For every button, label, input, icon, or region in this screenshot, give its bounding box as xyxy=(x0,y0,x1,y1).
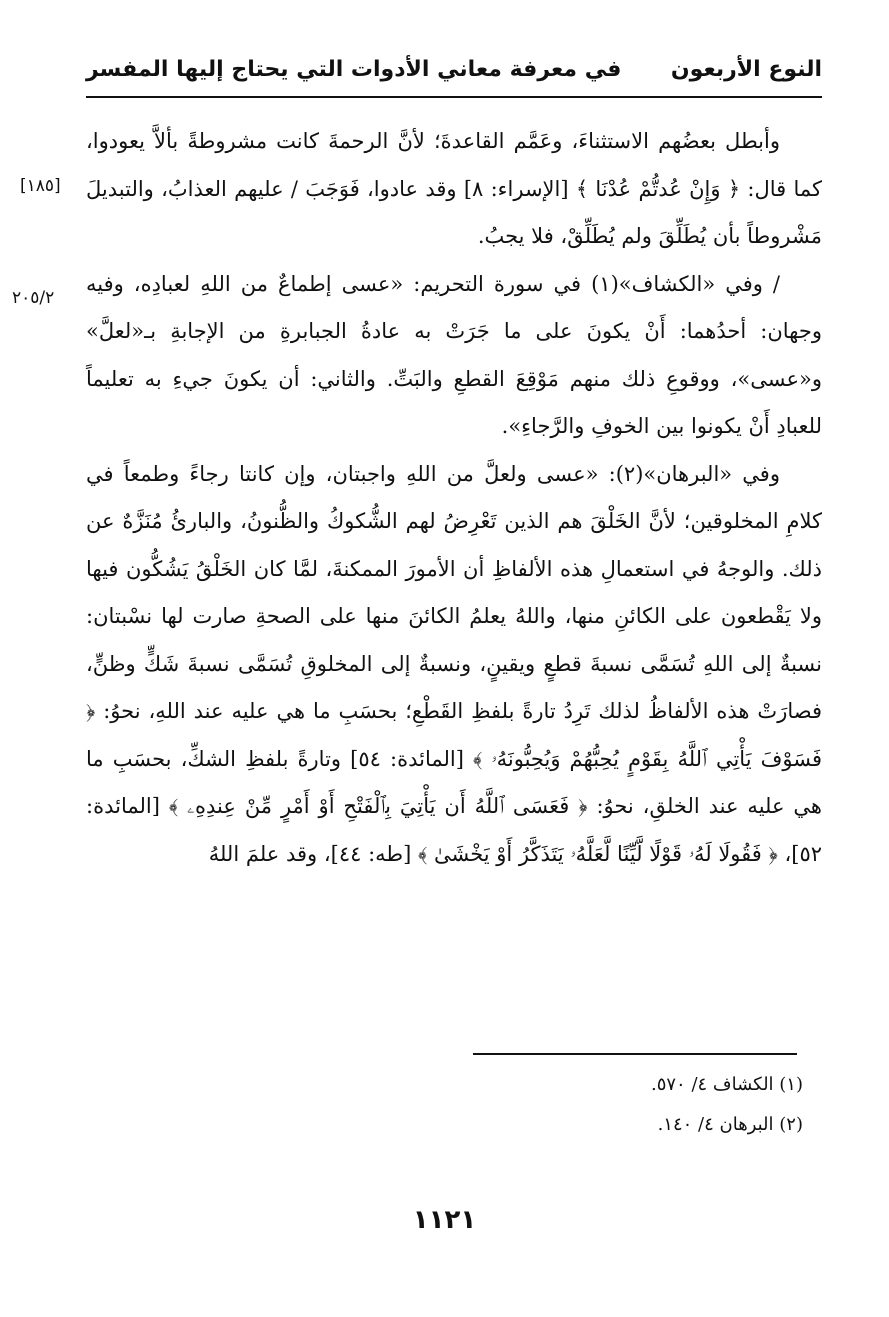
footnote-rule xyxy=(473,1053,797,1055)
footnotes xyxy=(403,1068,803,1148)
manuscript-folio-marker: [١٨٥] xyxy=(20,176,61,196)
page-number: ١١٢١ xyxy=(412,1205,477,1235)
paragraph: وأبطل بعضُهم الاستثناءَ، وعَمَّم القاعدةَ؛ لأنَّ الرحمةَ كانت مشروطةً بألاَّ يعودوا، كما قال: ﴿ وَإِنْ عُدتُّمْ عُدْنَا ﴾ [الإسراء: ٨] وقد عادوا، فَوَجَبَ / عليهم العذابُ، والتبديلَ مَشْروطاً بأن يُطَلِّقَ ولم يُطَلِّقْ، فلا يجبُ. xyxy=(86,129,822,248)
running-header xyxy=(86,48,822,90)
header-rule xyxy=(86,96,822,98)
paragraph: وفي «البرهان»(٢): «عسى ولعلَّ من اللهِ واجبتان، وإن كانتا رجاءً وطمعاً في كلامِ المخلوقين؛ لأنَّ الخَلْقَ هم الذين تَعْرِضُ لهم الشُّكوكُ والظُّنونُ، والبارئُ مُنَزَّهٌ عن ذلك. والوجهُ في استعمالِ هذه الألفاظِ أن الأمورَ الممكنةَ، لمَّا كان الخَلْقُ يَشُكُّون فيها ولا يَقْطعون على الكائنِ منها، واللهُ يعلمُ الكائنَ منها على الصحةِ صارت لها نسْبتان: نسبةٌ إلى اللهِ تُسَمَّى نسبةَ قطعٍ ويقينٍ، ونسبةٌ إلى المخلوقِ تُسَمَّى نسبةَ شَكٍّ وظنٍّ، فصارَتْ هذه الألفاظُ لذلك تَرِدُ تارةً بلفظِ القَطْعِ؛ بحسَبِ ما هي عليه عند اللهِ، نحوُ: ﴿ فَسَوْفَ يَأْتِي ٱللَّهُ بِقَوْمٍ يُحِبُّهُمْ وَيُحِبُّونَهُۥ ﴾ [المائدة: ٥٤] وتارةً بلفظِ الشكِّ، بحسَبِ ما هي عليه عند الخلقِ، نحوُ: ﴿ فَعَسَى ٱللَّهُ أَن يَأْتِيَ بِٱلْفَتْحِ أَوْ أَمْرٍ مِّنْ عِندِهِۦ ﴾ [المائدة: ٥٢]، ﴿ فَقُولَا لَهُۥ قَوْلًا لَّيِّنًا لَّعَلَّهُۥ يَتَذَكَّرُ أَوْ يَخْشَىٰ ﴾ [طه: ٤٤]، وقد علمَ اللهُ xyxy=(86,461,823,866)
paragraph: / وفي «الكشاف»(١) في سورة التحريم: «عسى إطماعٌ من اللهِ لعبادِه، وفيه وجهان: أحدُهما: أَنْ يكونَ على ما جَرَتْ به عادةُ الجبابرةِ من الإجابةِ بـ«لعلَّ» و«عسى»، ووقوعِ ذلك منهم مَوْقِعَ القطعِ والبَتِّ. والثاني: أن يكونَ جيءِ به تعليماً للعبادِ أَنْ يكونوا بين الخوفِ والرَّجاءِ». xyxy=(86,271,822,438)
main-text xyxy=(86,118,822,878)
volume-page-marker: ٢٠٥/٢ xyxy=(12,288,55,308)
footnote: (١) الكشاف ٤/ ٥٧٠. xyxy=(650,1074,803,1095)
header-chapter-title: النوع الأربعون xyxy=(670,56,822,82)
footnote: (٢) البرهان ٤/ ١٤٠. xyxy=(657,1114,803,1135)
header-section-title: في معرفة معاني الأدوات التي يحتاج إليها المفسر xyxy=(86,56,622,82)
